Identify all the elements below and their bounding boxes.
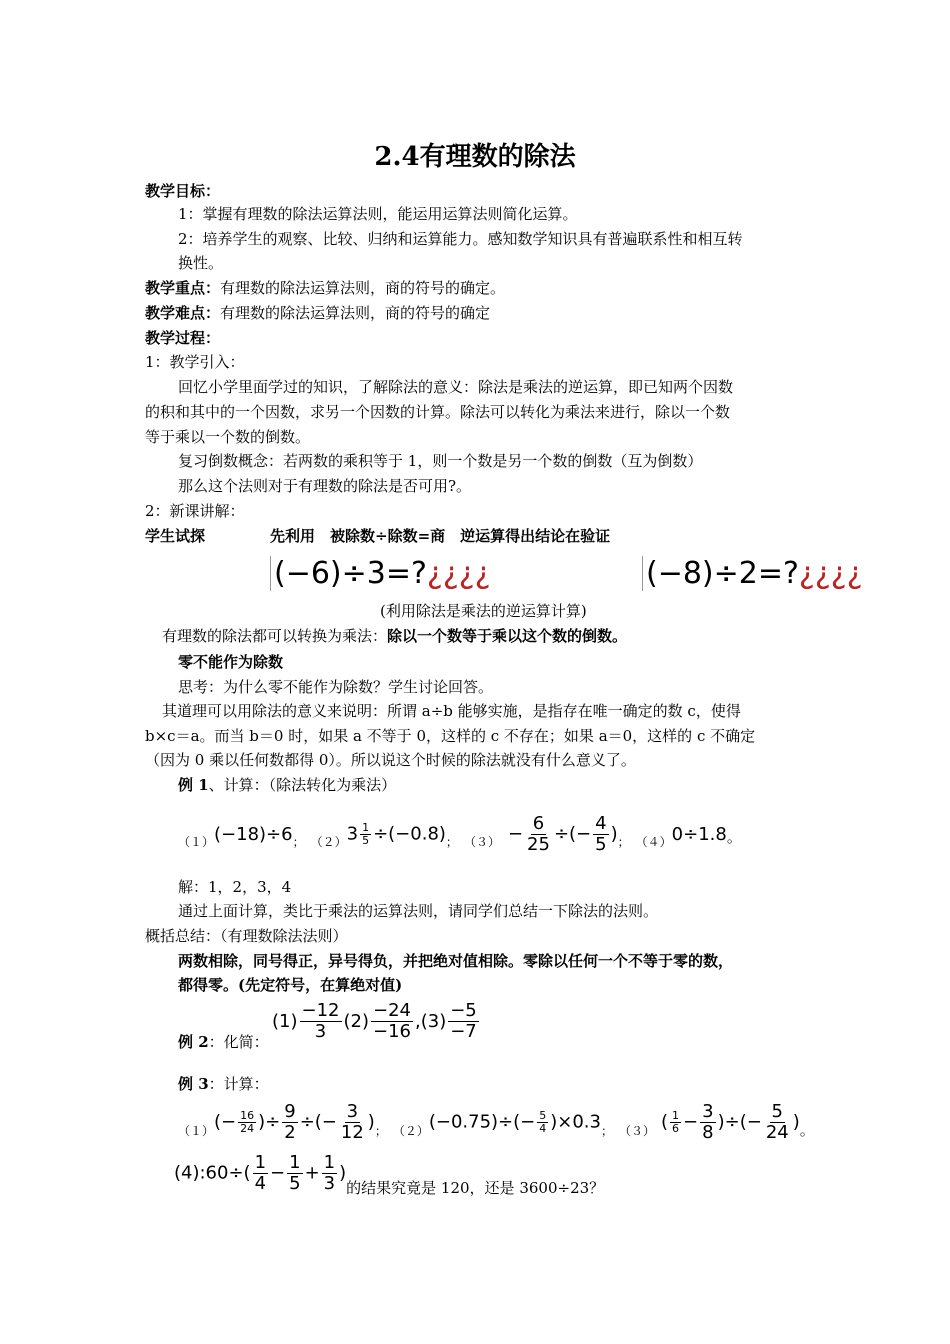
ex3-d-n1: 1 bbox=[254, 1151, 267, 1173]
ex3-d-frac-2 bbox=[287, 1153, 302, 1194]
ex3-b-frac bbox=[537, 1110, 548, 1135]
ex1-expr-2 bbox=[347, 822, 446, 847]
trial-expression-1 bbox=[270, 556, 491, 591]
ex3-sep-1: ； bbox=[374, 1123, 387, 1138]
ex3-b-close: )×0.3 bbox=[550, 1111, 601, 1132]
example-2-expressions bbox=[272, 998, 481, 1044]
ex3-d-close: ) bbox=[339, 1162, 347, 1183]
ex1-expr-3 bbox=[508, 814, 618, 855]
summary-label: 概括总结：（有理数除法法则） bbox=[145, 927, 348, 945]
ex3-d-text: 的结果究竟是 120，还是 3600÷23？ bbox=[346, 1179, 605, 1197]
ex3-d-frac-1 bbox=[253, 1153, 268, 1194]
ex3-c-d1: 6 bbox=[672, 1121, 680, 1135]
ex3-a-mid2: ÷(− bbox=[299, 1111, 337, 1132]
key-point-label: 教学重点： bbox=[145, 279, 221, 297]
ex1-label-3: （３） bbox=[463, 834, 500, 849]
ex3-end: 。 bbox=[799, 1121, 815, 1139]
example-1-after: 通过上面计算，类比于乘法的运算法则，请同学们总结一下除法的法则。 bbox=[178, 902, 659, 920]
ex3-c-d2: 8 bbox=[702, 1121, 714, 1143]
reason-line-1: 其道理可以用除法的意义来说明：所谓 a÷b 能够实施，是指存在唯一确定的数 c，使得 bbox=[162, 702, 741, 720]
ex3-a-d1: 24 bbox=[240, 1121, 255, 1135]
example-1-text: 、计算：（除法转化为乘法） bbox=[208, 776, 397, 794]
ex3-d-d3: 3 bbox=[323, 1172, 336, 1194]
ex1-e2-rest: ÷(−0.8) bbox=[373, 823, 446, 844]
ex3-d-m1: − bbox=[270, 1162, 286, 1183]
conversion-rule bbox=[162, 626, 627, 646]
ex3-d-d1: 4 bbox=[254, 1172, 267, 1194]
ex3-c-open: ( bbox=[661, 1111, 669, 1132]
ex1-sep-3: ； bbox=[617, 834, 630, 849]
ex3-a-open: (− bbox=[214, 1111, 237, 1132]
example-1-expressions bbox=[178, 806, 742, 862]
ex3-expr-1 bbox=[214, 1102, 375, 1143]
ex3-d-start: (4):60÷( bbox=[174, 1162, 251, 1183]
example-3-text: ：计算： bbox=[208, 1075, 269, 1093]
division-rule-line-1: 两数相除，同号得正，异号得负，并把绝对值相除。零除以任何一个不等于零的数， bbox=[178, 952, 734, 970]
ex2-d1: 3 bbox=[314, 1020, 327, 1042]
ex2-frac-2 bbox=[371, 1001, 413, 1042]
trial-expression-1-math: (−6)÷3=? bbox=[274, 556, 427, 591]
ex1-e3-n1: 6 bbox=[532, 812, 545, 834]
ex3-c-frac-2 bbox=[700, 1102, 715, 1143]
ex3-a-n1: 16 bbox=[240, 1108, 255, 1122]
ex3-c-d3: 24 bbox=[765, 1121, 789, 1143]
ex1-end: 。 bbox=[726, 828, 742, 846]
difficulty bbox=[145, 303, 490, 323]
ex2-frac-1 bbox=[300, 1001, 342, 1042]
example-3-row-2 bbox=[174, 1148, 604, 1198]
ex2-n1: −12 bbox=[301, 999, 340, 1021]
ex1-e2-whole: 3 bbox=[346, 823, 359, 844]
reason-line-2: b×c＝a。而当 b＝0 时，如果 a 不等于 0，这样的 c 不存在；如果 a＝0，这样的 c 不确定 bbox=[145, 727, 756, 745]
goal-item-2: 2：培养学生的观察、比较、归纳和运算能力。感知数学知识具有普遍联系性和相互转 bbox=[178, 230, 743, 248]
reason-line-3: （因为 0 乘以任何数都得 0）。所以说这个时候的除法就没有什么意义了。 bbox=[145, 751, 636, 769]
ex1-label-2: （２） bbox=[310, 834, 347, 849]
ex3-a-d2: 2 bbox=[284, 1121, 296, 1143]
ex1-label-4: （４） bbox=[635, 834, 672, 849]
ex3-d-frac-3 bbox=[322, 1153, 337, 1194]
example-2-heading bbox=[178, 1032, 269, 1052]
ex3-label-3: （３） bbox=[619, 1123, 656, 1138]
ex3-c-mid: − bbox=[683, 1111, 699, 1132]
ex3-a-mid1: )÷ bbox=[258, 1111, 281, 1132]
ex2-d3: −7 bbox=[450, 1020, 477, 1042]
intro-paragraph-line-1: 回忆小学里面学过的知识，了解除法的意义：除法是乘法的逆运算，即已知两个因数 bbox=[178, 378, 734, 396]
ex3-a-close: ) bbox=[367, 1111, 375, 1132]
trial-label: 学生试探 bbox=[145, 527, 206, 545]
ex3-c-mid2: )÷(− bbox=[717, 1111, 762, 1132]
trial-text: 先利用 被除数÷除数=商 逆运算得出结论在验证 bbox=[270, 527, 611, 545]
ex1-expr-4: 0÷1.8 bbox=[671, 823, 727, 845]
process-heading: 教学过程： bbox=[145, 329, 221, 347]
ex1-e3-frac-1 bbox=[525, 814, 552, 855]
ex1-sep-2: ； bbox=[445, 834, 458, 849]
ex1-sep-1: ； bbox=[292, 834, 305, 849]
key-point bbox=[145, 278, 505, 298]
ex1-e3-frac-2 bbox=[593, 814, 608, 855]
ex1-e2-num: 1 bbox=[362, 820, 370, 834]
example-2-text: ：化简： bbox=[208, 1033, 269, 1051]
page-title: 2.4有理数的除法 bbox=[374, 142, 576, 172]
example-1-heading bbox=[178, 775, 396, 795]
ex3-c-n3: 5 bbox=[771, 1100, 783, 1122]
ex2-p3: ,(3) bbox=[415, 1010, 447, 1032]
zero-heading: 零不能作为除数 bbox=[178, 653, 284, 671]
ex3-expr-4 bbox=[174, 1153, 346, 1194]
ex3-a-frac-3 bbox=[339, 1102, 366, 1143]
conversion-bold: 除以一个数等于乘以这个数的倒数。 bbox=[387, 627, 628, 645]
intro-question: 那么这个法则对于有理数的除法是否可用?。 bbox=[178, 477, 472, 495]
ex2-n2: −24 bbox=[373, 999, 411, 1021]
trial-note: (利用除法是乘法的逆运算计算) bbox=[380, 602, 587, 620]
ex3-a-n3: 3 bbox=[346, 1100, 359, 1122]
ex3-d-d2: 5 bbox=[289, 1172, 301, 1194]
ex3-a-frac-2 bbox=[282, 1102, 297, 1143]
ex3-d-n3: 1 bbox=[323, 1151, 336, 1173]
division-rule-line-2: 都得零。(先定符号，在算绝对值) bbox=[178, 976, 403, 994]
ex1-e2-den: 5 bbox=[362, 833, 370, 847]
garbled-glyphs-2: ¿¿¿¿ bbox=[798, 556, 863, 591]
goals-heading: 教学目标： bbox=[145, 182, 221, 200]
example-3-heading bbox=[178, 1074, 269, 1094]
ex3-b-d: 4 bbox=[539, 1121, 547, 1135]
ex3-b-open: (−0.75)÷(− bbox=[428, 1111, 536, 1132]
ex2-p2: (2) bbox=[343, 1010, 369, 1032]
intro-heading: 1：教学引入： bbox=[145, 353, 245, 371]
example-3-row-1 bbox=[178, 1098, 815, 1146]
example-2-label: 例 2 bbox=[178, 1033, 209, 1051]
goal-item-1: 1：掌握有理数的除法运算法则，能运用运算法则简化运算。 bbox=[178, 205, 578, 223]
difficulty-text: 有理数的除法运算法则，商的符号的确定 bbox=[220, 304, 491, 322]
trial-expression-2-math: (−8)÷2=? bbox=[646, 556, 799, 591]
ex3-c-frac-1 bbox=[670, 1110, 681, 1135]
intro-paragraph-line-2: 的积和其中的一个因数，求另一个因数的计算。除法可以转化为乘法来进行，除以一个数 bbox=[145, 403, 731, 421]
intro-paragraph-line-3: 等于乘以一个数的倒数。 bbox=[145, 428, 311, 446]
ex3-label-2: （２） bbox=[392, 1123, 429, 1138]
ex1-e3-d2: 5 bbox=[595, 833, 607, 855]
ex3-a-d3: 12 bbox=[340, 1121, 364, 1143]
goal-item-2-cont: 换性。 bbox=[178, 254, 224, 272]
example-1-answer: 解：1，2，3，4 bbox=[178, 878, 292, 896]
difficulty-label: 教学难点： bbox=[145, 304, 221, 322]
ex3-c-n1: 1 bbox=[672, 1108, 680, 1122]
ex1-label-1: （１） bbox=[178, 834, 215, 849]
ex1-e3-minus: − bbox=[507, 823, 524, 844]
ex3-sep-2: ； bbox=[600, 1123, 613, 1138]
garbled-glyphs-1: ¿¿¿¿ bbox=[426, 556, 491, 591]
ex1-expr-1: (−18)÷6 bbox=[214, 823, 293, 845]
ex3-d-n2: 1 bbox=[289, 1151, 301, 1173]
ex1-e3-d1: 25 bbox=[527, 833, 550, 855]
ex3-a-n2: 9 bbox=[284, 1100, 296, 1122]
ex3-c-n2: 3 bbox=[702, 1100, 714, 1122]
key-point-text: 有理数的除法运算法则，商的符号的确定。 bbox=[220, 279, 506, 297]
example-1-label: 例 1 bbox=[178, 776, 209, 794]
ex2-d2: −16 bbox=[373, 1020, 411, 1042]
ex1-e3-end: ) bbox=[610, 823, 618, 844]
trial-expression-2 bbox=[642, 556, 863, 591]
ex1-e2-fraction bbox=[360, 822, 371, 847]
ex3-label-1: （１） bbox=[178, 1123, 215, 1138]
ex1-e3-n2: 4 bbox=[595, 812, 607, 834]
ex3-d-m2: + bbox=[304, 1162, 320, 1183]
conversion-text: 有理数的除法都可以转换为乘法： bbox=[162, 627, 388, 645]
reciprocal-review: 复习倒数概念：若两数的乘积等于 1，则一个数是另一个数的倒数（互为倒数） bbox=[178, 452, 703, 470]
ex2-n3: −5 bbox=[450, 999, 477, 1021]
ex3-expr-2 bbox=[429, 1110, 601, 1135]
think-question: 思考：为什么零不能作为除数？学生讨论回答。 bbox=[178, 678, 494, 696]
ex3-c-close: ) bbox=[792, 1111, 800, 1132]
new-lesson-heading: 2：新课讲解： bbox=[145, 502, 245, 520]
ex3-c-frac-3 bbox=[764, 1102, 791, 1143]
ex3-b-n: 5 bbox=[539, 1108, 547, 1122]
ex3-a-frac-1 bbox=[238, 1110, 256, 1135]
ex3-expr-3 bbox=[661, 1102, 800, 1143]
example-3-label: 例 3 bbox=[178, 1075, 209, 1093]
ex1-e3-mid: ÷(− bbox=[553, 823, 592, 844]
ex2-p1: (1) bbox=[272, 1010, 298, 1032]
ex2-frac-3 bbox=[448, 1001, 479, 1042]
